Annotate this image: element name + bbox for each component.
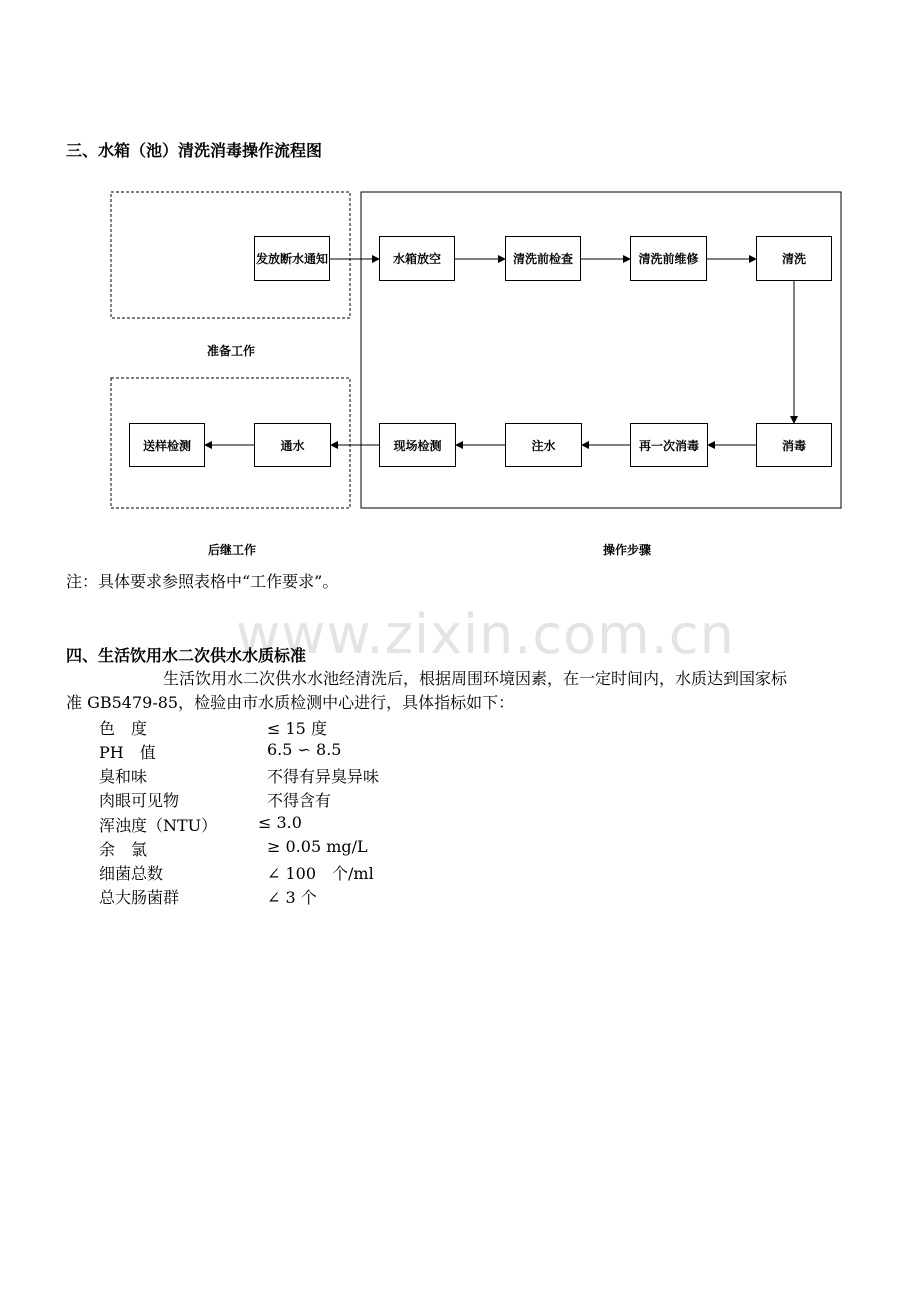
section-3-title: 三、水箱（池）清洗消毒操作流程图 <box>66 141 323 160</box>
standard-value: ≤ 3.0 <box>258 813 302 832</box>
standard-value: 不得有异臭异味 <box>267 767 380 786</box>
flowchart-note: 注：具体要求参照表格中“工作要求”。 <box>66 572 339 591</box>
standard-name: 色 度 <box>99 719 148 738</box>
step-clean-box: 清洗 <box>756 236 832 281</box>
standard-name: 肉眼可见物 <box>99 791 180 810</box>
group-label-operation: 操作步骤 <box>603 543 652 557</box>
standard-row-color <box>99 716 327 739</box>
standard-name: 臭和味 <box>99 767 148 786</box>
standard-value: ≤ 15 度 <box>267 719 327 738</box>
standard-name: 细菌总数 <box>99 864 164 883</box>
step-sample-test-box: 送样检测 <box>129 423 205 467</box>
step-notify-box: 发放断水通知 <box>254 236 330 281</box>
standard-name: 浑浊度（NTU） <box>99 816 218 835</box>
group-label-prep: 准备工作 <box>207 344 256 358</box>
group-label-follow: 后继工作 <box>208 543 257 557</box>
step-refill-box: 注水 <box>505 423 582 467</box>
standard-value: 6.5 ∽ 8.5 <box>267 740 342 759</box>
watermark: www.zixin.com.cn <box>236 603 735 666</box>
standard-value: ∠ 100 个/ml <box>267 864 374 883</box>
section-4-title: 四、生活饮用水二次供水水质标准 <box>66 646 307 665</box>
step-supply-box: 通水 <box>254 423 331 467</box>
standard-name: 总大肠菌群 <box>99 888 180 907</box>
standard-value: 不得含有 <box>267 791 332 810</box>
section-4-paragraph-line-2: 准 GB5479-85，检验由市水质检测中心进行，具体指标如下： <box>66 693 515 712</box>
step-onsite-test-box: 现场检测 <box>379 423 456 467</box>
standard-row-coliform <box>99 885 317 908</box>
standard-row-odor <box>99 764 380 787</box>
standard-row-turbidity <box>99 813 302 836</box>
step-pre-repair-box: 清洗前维修 <box>630 236 707 281</box>
step-pre-inspect-box: 清洗前检查 <box>505 236 581 281</box>
standard-name: PH 值 <box>99 743 156 762</box>
standard-value: ≥ 0.05 mg/L <box>267 837 368 856</box>
section-4-paragraph-line-1: 生活饮用水二次供水水池经清洗后，根据周围环境因素，在一定时间内，水质达到国家标 <box>163 669 788 688</box>
standard-row-ph <box>99 740 342 763</box>
step-disinfect-box: 消毒 <box>756 423 832 467</box>
standard-row-chlorine <box>99 837 368 860</box>
standard-row-visible <box>99 788 332 811</box>
step-drain-box: 水箱放空 <box>379 236 455 281</box>
standard-name: 余 氯 <box>99 840 148 859</box>
standard-value: ∠ 3 个 <box>267 888 317 907</box>
standard-row-bacteria <box>99 861 374 884</box>
step-redisinfect-box: 再一次消毒 <box>630 423 708 467</box>
